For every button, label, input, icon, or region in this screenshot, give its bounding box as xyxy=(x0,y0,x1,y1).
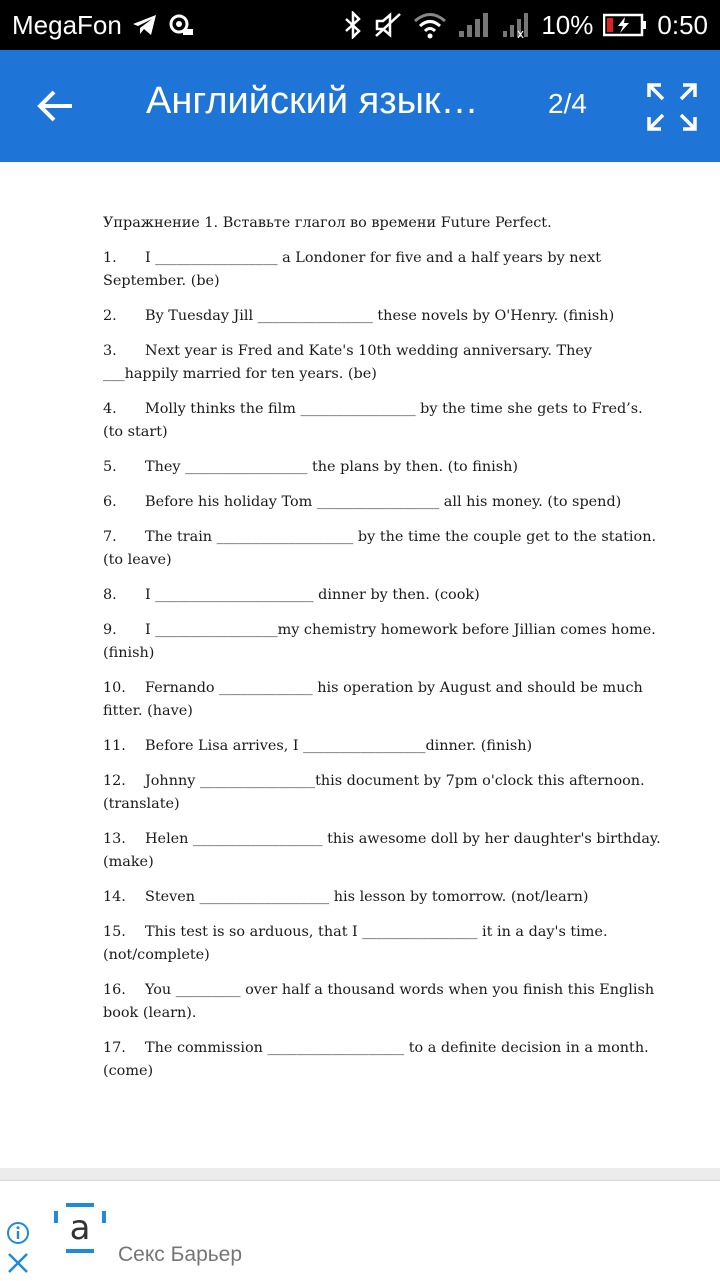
exercise-item xyxy=(103,979,663,1025)
exercise-item xyxy=(103,921,663,967)
exercise-heading: Упражнение 1. Вставьте глагол во времени Future Perfect. xyxy=(103,215,552,231)
exercise-text: The commission ___________________ to a definite decision in a month. (come) xyxy=(103,1040,649,1079)
exercise-number: 17. xyxy=(103,1040,126,1056)
ad-logo[interactable] xyxy=(52,1201,108,1257)
exercise-number: 3. xyxy=(103,343,117,359)
exercise-number: 2. xyxy=(103,308,117,324)
telegram-icon xyxy=(132,14,158,36)
exercise-number: 5. xyxy=(103,459,117,475)
exercise-item xyxy=(103,305,663,328)
exercise-number: 14. xyxy=(103,889,126,905)
exercise-number: 1. xyxy=(103,250,117,266)
svg-text:x: x xyxy=(517,27,525,39)
exercise-number: 8. xyxy=(103,587,117,603)
exercise-number: 6. xyxy=(103,494,117,510)
page-title: Английский язык… xyxy=(146,80,479,122)
fullscreen-icon xyxy=(646,117,698,136)
back-button[interactable] xyxy=(36,88,76,124)
exercise-item xyxy=(103,491,663,514)
exercise-text: You _________ over half a thousand words when you finish this English book (learn). xyxy=(103,982,655,1021)
wifi-icon xyxy=(413,11,447,39)
exercise-text: Johnny ________________this document by 7pm o'clock this afternoon. (translate) xyxy=(103,773,645,812)
exercise-text: I _________________my chemistry homework before Jillian comes home. (finish) xyxy=(103,622,656,661)
exercise-text: The train ___________________ by the time the couple get to the station. (to leave) xyxy=(103,529,657,568)
exercise-text: They _________________ the plans by then. (to finish) xyxy=(145,459,519,475)
exercise-text: This test is so arduous, that I ________________ it in a day's time. (not/complete) xyxy=(103,924,608,963)
exercise-number: 12. xyxy=(103,773,126,789)
exercise-item xyxy=(103,340,663,386)
exercise-item xyxy=(103,584,663,607)
ad-text[interactable]: Секс Барьер xyxy=(118,1243,243,1266)
document-page[interactable] xyxy=(0,162,720,1168)
exercise-text: Before Lisa arrives, I _________________dinner. (finish) xyxy=(145,738,533,754)
exercise-item xyxy=(103,398,663,444)
exercise-text: Helen __________________ this awesome doll by her daughter's birthday. (make) xyxy=(103,831,661,870)
sync-icon xyxy=(168,13,194,37)
exercise-item xyxy=(103,619,663,665)
bluetooth-icon xyxy=(343,11,363,39)
exercise-number: 10. xyxy=(103,680,126,696)
exercise-number: 9. xyxy=(103,622,117,638)
exercise-text: Fernando _____________ his operation by August and should be much fitter. (have) xyxy=(103,680,643,719)
clock: 0:50 xyxy=(657,9,708,40)
exercise-item xyxy=(103,677,663,723)
exercise-text: I _________________ a Londoner for five and a half years by next September. (be) xyxy=(103,250,601,289)
exercise-text: By Tuesday Jill ________________ these novels by O'Henry. (finish) xyxy=(145,308,615,324)
exercise-text: Next year is Fred and Kate's 10th wedding anniversary. They ___happily married for ten years. (be) xyxy=(103,343,592,382)
exercise-text: Molly thinks the film ________________ by the time she gets to Fred’s. (to start) xyxy=(103,401,643,440)
ad-banner[interactable] xyxy=(0,1180,720,1281)
exercise-item xyxy=(103,828,663,874)
battery-icon xyxy=(603,13,647,37)
exercise-item xyxy=(103,886,663,909)
exercise-text: Before his holiday Tom _________________ all his money. (to spend) xyxy=(145,494,622,510)
page-counter: 2/4 xyxy=(548,88,587,119)
exercise-text: Steven __________________ his lesson by tomorrow. (not/learn) xyxy=(145,889,589,905)
fullscreen-button[interactable] xyxy=(646,82,698,132)
exercise-number: 7. xyxy=(103,529,117,545)
close-icon[interactable] xyxy=(6,1251,30,1275)
exercise-number: 11. xyxy=(103,738,126,754)
signal-icon-2 xyxy=(501,11,531,39)
back-arrow-icon xyxy=(36,109,76,128)
exercise-number: 15. xyxy=(103,924,126,940)
exercise-number: 4. xyxy=(103,401,117,417)
app-bar xyxy=(0,50,720,162)
exercise-item xyxy=(103,770,663,816)
info-icon[interactable] xyxy=(6,1221,30,1245)
status-bar xyxy=(0,0,720,50)
exercise-number: 16. xyxy=(103,982,126,998)
ad-logo-letter: a xyxy=(69,1208,91,1248)
exercise-item xyxy=(103,1037,663,1083)
exercise-item xyxy=(103,247,663,293)
exercise-number: 13. xyxy=(103,831,126,847)
exercise-item xyxy=(103,526,663,572)
exercise-item xyxy=(103,735,663,758)
signal-icon xyxy=(457,11,491,39)
battery-percent: 10% xyxy=(541,9,594,40)
exercise-text: I ______________________ dinner by then. (cook) xyxy=(145,587,480,603)
mute-icon xyxy=(373,11,403,39)
exercise-list xyxy=(103,247,663,1083)
carrier-name: MegaFon xyxy=(12,9,122,40)
exercise-item xyxy=(103,456,663,479)
